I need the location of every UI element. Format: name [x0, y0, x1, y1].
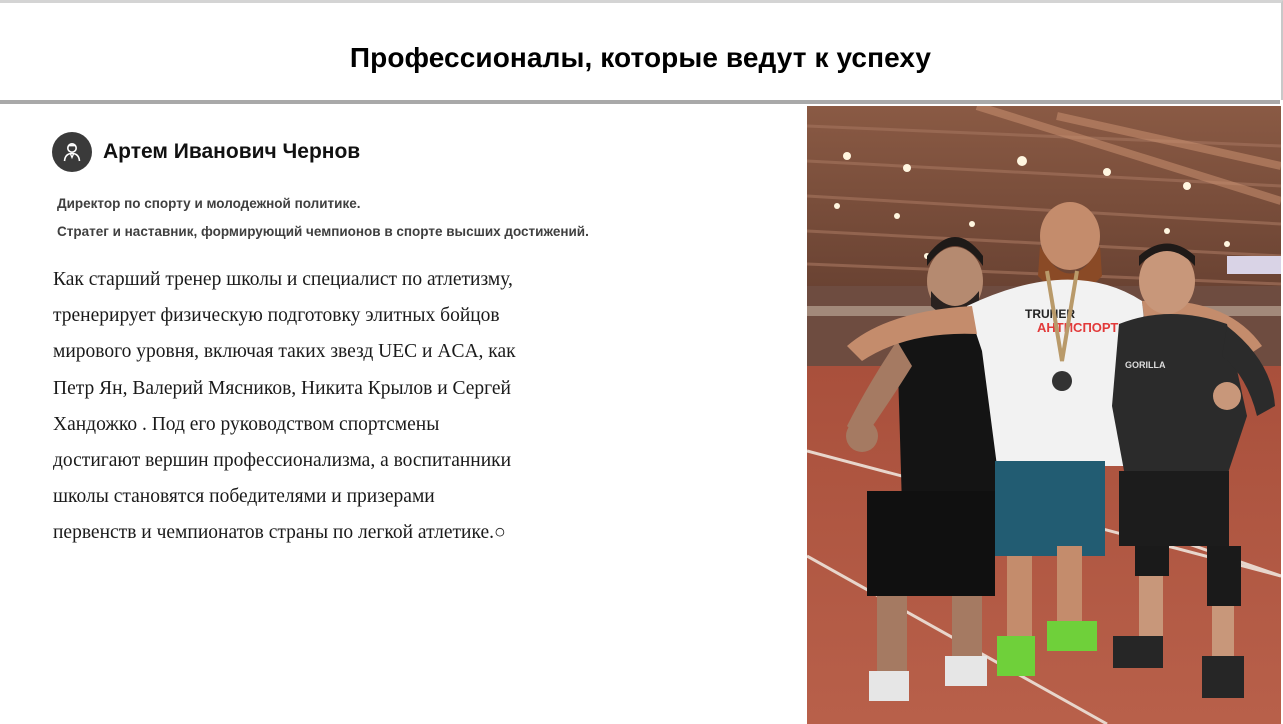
shirt-text: TRUNER — [1025, 307, 1075, 321]
bio-line: Как старший тренер школы и специалист по атлетизму, — [53, 269, 513, 290]
page-title: Профессионалы, которые ведут к успеху — [349, 41, 932, 73]
bio-text — [53, 262, 653, 552]
role-description — [57, 190, 589, 246]
header-divider — [0, 100, 1280, 104]
team-photo — [807, 106, 1281, 724]
role-line: Стратег и наставник, формирующий чемпионов в спорте высших достижений. — [57, 224, 589, 239]
role-line: Директор по спорту и молодежной политике. — [57, 196, 361, 211]
bio-line: школы становятся победителями и призерами — [53, 486, 435, 508]
bio-line: Петр Ян, Валерий Мясников, Никита Крылов и Сергей — [53, 377, 511, 399]
person-name: Артем Иванович Чернов — [103, 140, 361, 163]
bio-line: тренерирует физическую подготовку элитных бойцов — [53, 305, 500, 327]
person-avatar-icon — [52, 132, 92, 172]
bio-line: Хандожко . Под его руководством спортсмены — [53, 413, 440, 435]
profile-header — [52, 132, 360, 172]
bio-line: достигают вершин профессионализма, а воспитанники — [53, 450, 512, 472]
shirt-text: АНТИСПОРТ — [1037, 320, 1119, 335]
shirt-text: GORILLA — [1125, 360, 1166, 370]
bio-line: мирового уровня, включая таких звезд UEC и ACA, как — [53, 341, 516, 363]
bio-line: первенств и чемпионатов страны по легкой атлетике.○ — [53, 522, 506, 544]
page-header — [0, 0, 1283, 100]
